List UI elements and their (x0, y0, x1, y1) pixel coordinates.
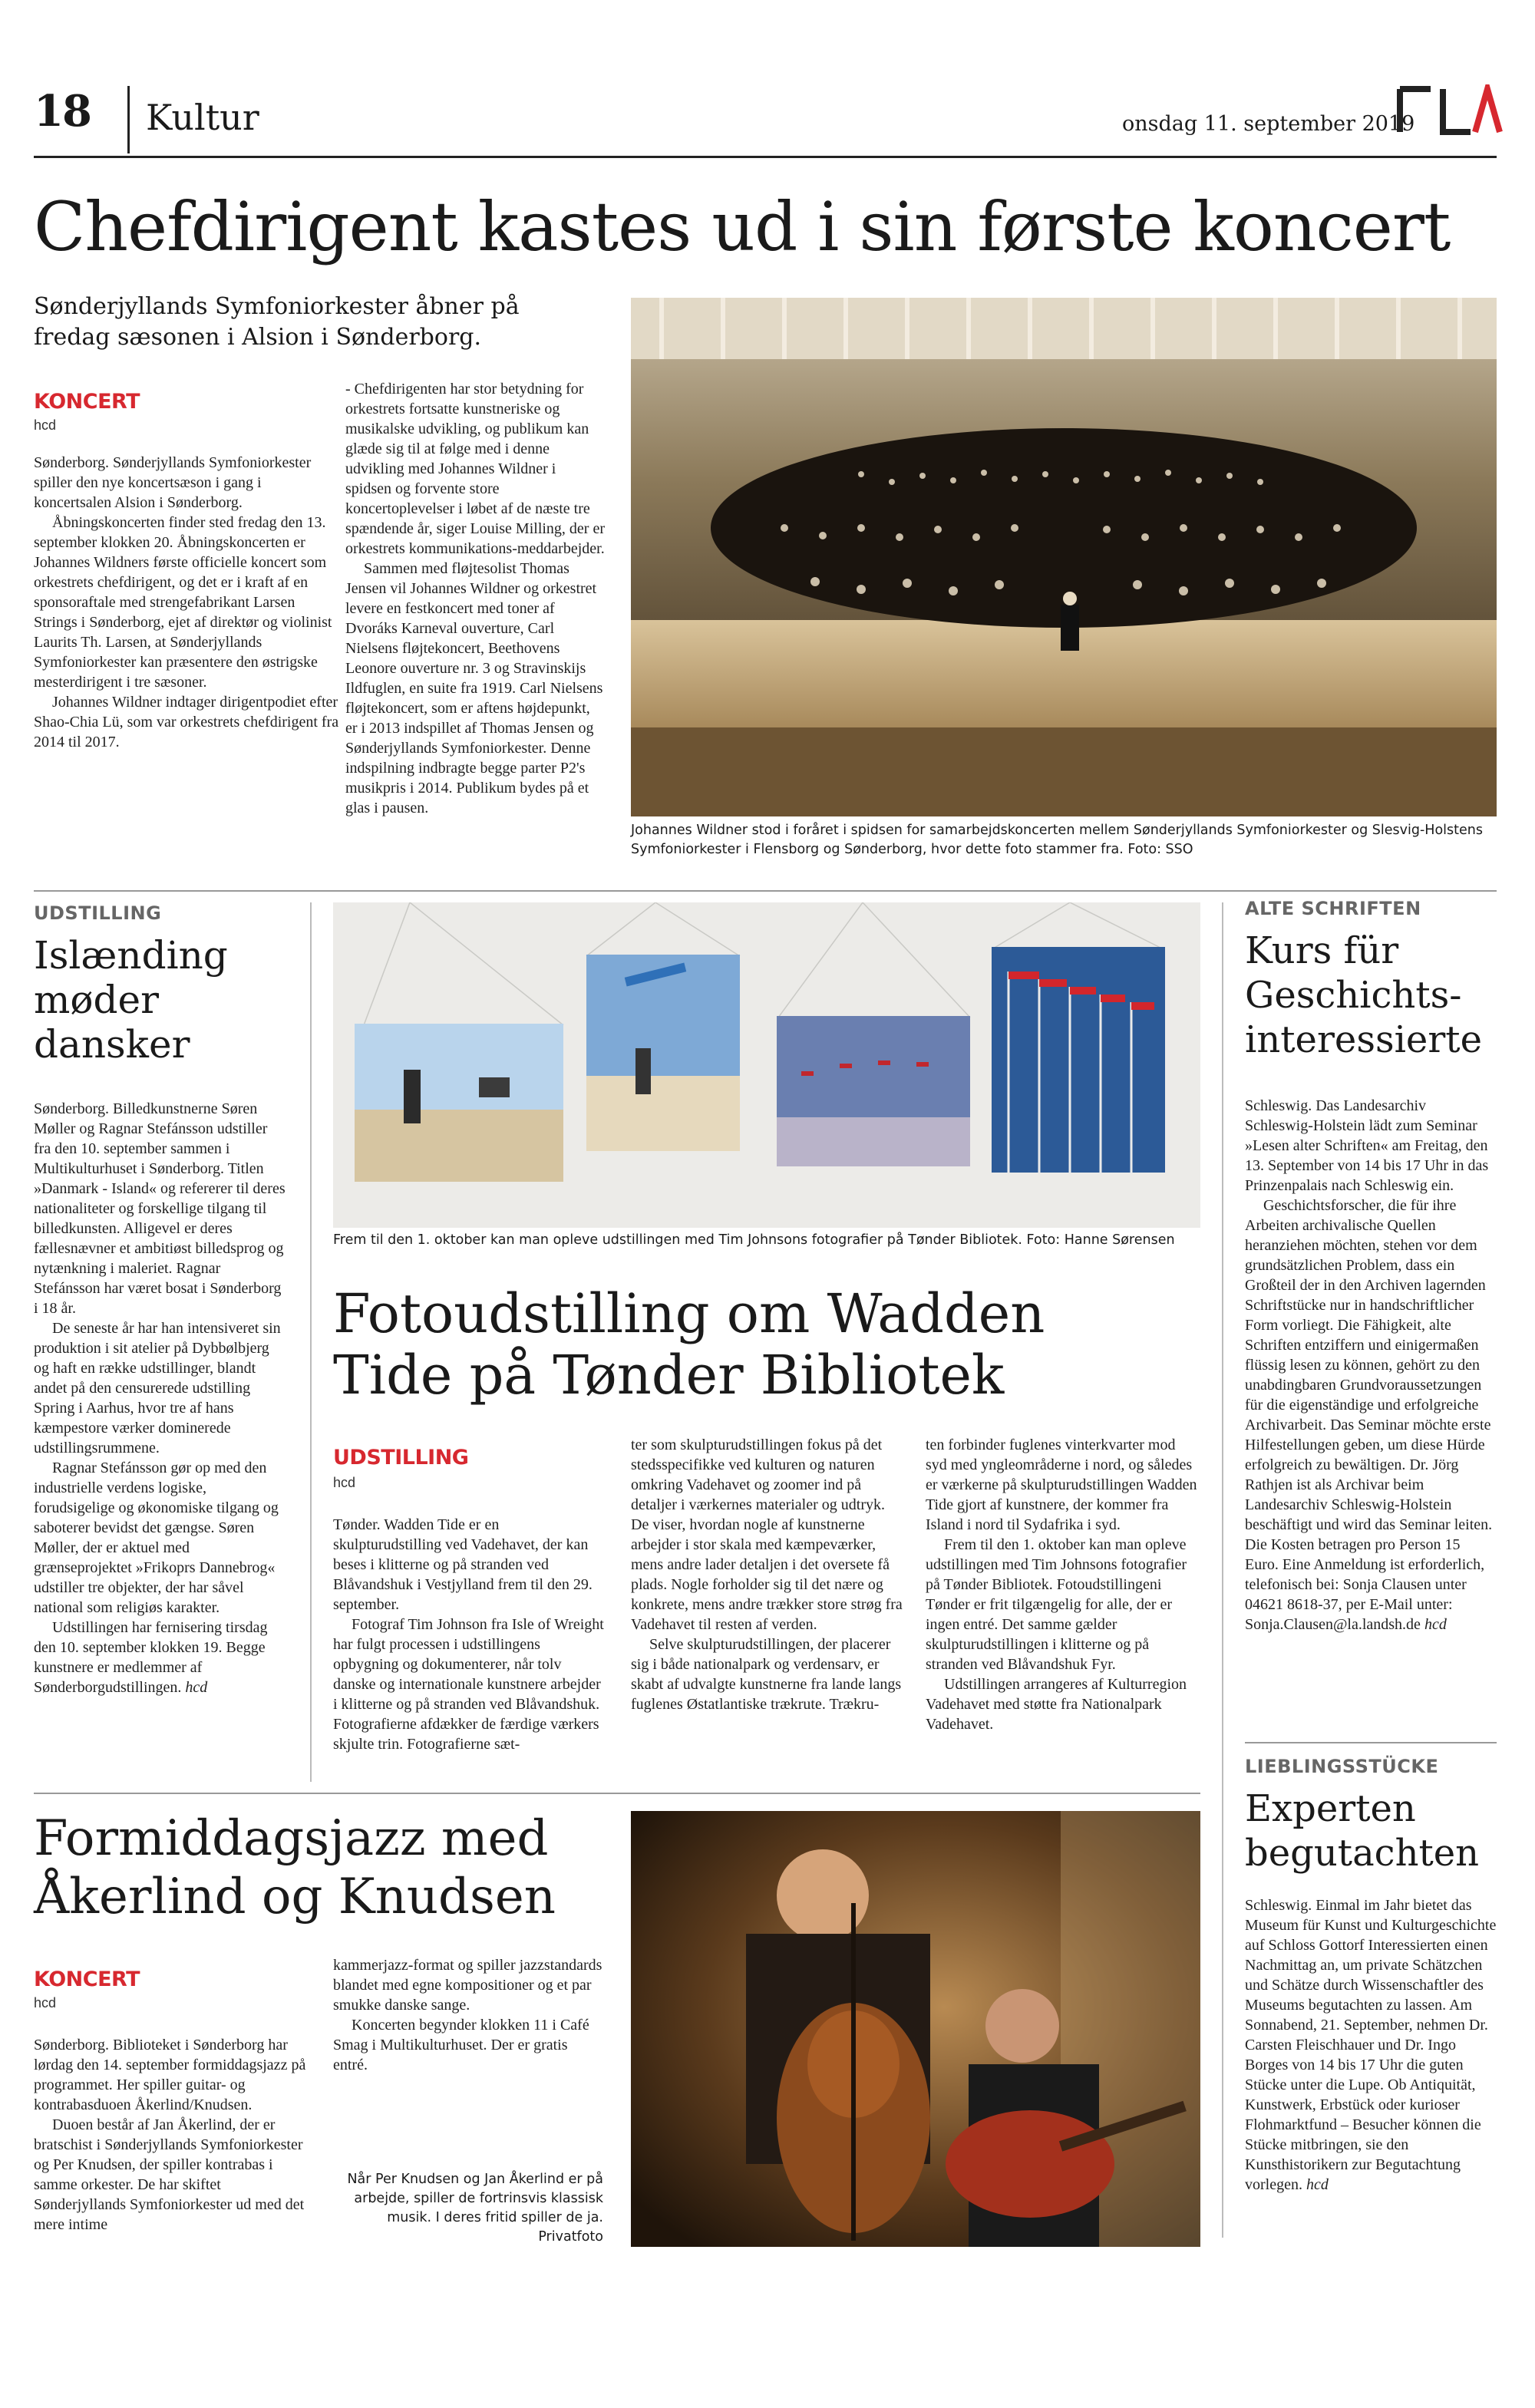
column-divider (310, 902, 312, 1782)
page-number: 18 (34, 86, 91, 137)
article1-deck: Sønderjyllands Symfoniorkester åbner på fredag sæsonen i Alsion i Sønderborg. (34, 293, 520, 351)
paragraph: Duoen består af Jan Åkerlind, der er bratschist i Sønderjyllands Symfoniorkester og Per Knudsen, der spiller kontrabas i samme orkester. De har skiftet Sønderjyllands Symfoniorkester ud med det mere intime (34, 2116, 305, 2233)
article1-byline: hcd (34, 417, 57, 433)
article3-label: UDSTILLING (333, 1446, 469, 1470)
jazz-photo (631, 1811, 1200, 2247)
orchestra-photo (631, 298, 1497, 816)
header-divider (127, 86, 130, 153)
article4-body (1245, 1096, 1497, 1634)
article6-column-2 (333, 1955, 603, 2075)
paragraph: Sønderborg. Biblioteket i Sønderborg har lørdag den 14. september formiddagsjazz på programmet. Her spiller guitar- og kontrabasduoen Åkerlind/Knudsen. (34, 2037, 306, 2113)
article1-column-1 (34, 453, 341, 752)
paragraph (1245, 1196, 1497, 1634)
article6-column-1 (34, 2035, 310, 2235)
paragraph: Frem til den 1. oktober kan man opleve udstillingen med Tim Johnsons fotografier på Tønder Bibliotek. Fotoudstillingeni Tønder er frit tilgængelig for alle, der er ingen entré. Det samme gælder skulpturudstillingen i klitterne og på stranden ved Blåvandshuk Fyr. (926, 1536, 1187, 1673)
paragraph: Koncerten begynder klokken 11 i Café Smag i Multikulturhuset. Der er gratis entré. (333, 2017, 589, 2073)
paragraph: Schleswig. Das Landesarchiv Schleswig-Holstein lädt zum Seminar »Lesen alter Schriften« am Freitag, den 13. September von 14 bis 17 Uhr in das Prinzenpalais nach Schleswig ein. (1245, 1097, 1489, 1194)
article3-column-1 (333, 1515, 606, 1754)
article3-column-3 (926, 1435, 1199, 1734)
article5-label: LIEBLINGSSTÜCKE (1245, 1756, 1439, 1777)
paragraph (34, 1618, 287, 1697)
section-divider (1245, 1742, 1497, 1743)
signoff: hcd (1306, 2176, 1329, 2193)
article1-label: KONCERT (34, 390, 140, 414)
signoff: hcd (185, 1679, 208, 1696)
article1-headline: Chefdirigent kastes ud i sin første koncert (34, 187, 1451, 266)
paragraph: Selve skulpturudstillingen, der placerer sig i både nationalpark og verdensarv, er skabt af udvalgte kunstnerne fra lande langs fuglenes Østatlantiske trækrute. Trækru- (631, 1636, 902, 1713)
paragraph: - Chefdirigenten har stor betydning for orkestrets fortsatte kunstneriske og musikalske udvikling, og publikum kan glæde sig til at følge med i denne udvikling med Johannes Wildner i spidsen og forvente store koncertoplevelser i løbet af de næste tre spændende år, siger Louise Milling, der er orkestrets kommunikations-meddarbejder. (345, 381, 606, 557)
paragraph: Fotograf Tim Johnson fra Isle of Wreight har fulgt processen i udstillingens opbygning og dokumenterer, når tolv danske og internationale kunstnere arbejder i klitterne og på stranden ved Blåvandshuk. Fotografierne afdækker de færdige værkers skjulte trin. Fotografierne sæt- (333, 1616, 604, 1753)
column-divider (1222, 902, 1223, 2238)
article6-byline: hcd (34, 1995, 57, 2011)
paragraph-text: Udstillingen har fernisering tirsdag den 10. september klokken 19. Begge kunstnere er medlemmer af Sønderborgudstillingen. (34, 1619, 268, 1696)
header-rule (34, 156, 1497, 158)
issue-date: onsdag 11. september 2019 (1122, 112, 1415, 136)
paragraph-text: Geschichtsforscher, die für ihre Arbeiten archivalische Quellen heranziehen möchten, stehen vor dem grundsätzlichen Problem, dass ein Großteil der in den Archiven lagernden Schriftstücke nur in handschriftlicher Form vorliegt. Die Fähigkeit, alte Schriften entziffern und einigermaßen flüssig lesen zu können, gehört zu den unabdingbaren Grundvoraussetzungen für die eigenständige und erfolgreiche Archivarbeit. Das Seminar möchte erste Hilfestellungen geben, um diese Hürde erfolgreich zu bewältigen. Dr. Jörg Rathjen ist als Archivar beim Landesarchiv Schleswig-Holstein beschäftigt und wird das Seminar leiten. Die Kosten betragen pro Person 15 Euro. Eine Anmeldung ist erforderlich, telefonisch bei: Sonja Clausen unter 04621 8618-37, per E-Mail unter: Sonja.Clausen@la.landsh.de (1245, 1197, 1493, 1633)
paragraph: kammerjazz-format og spiller jazzstandards blandet med egne kompositioner og et par smukke danske sange. (333, 1957, 602, 2014)
article3-headline: Fotoudstilling om Wadden Tide på Tønder Bibliotek (333, 1282, 1045, 1407)
article1-photo-caption: Johannes Wildner stod i foråret i spidsen for samarbejdskoncerten mellem Sønderjyllands Symfoniorkester og Slesvig-Holstens Symfoniorkester i Flensborg og Sønderborg, hvor dette foto stammer fra. Foto: SSO (631, 823, 1483, 857)
paragraph: De seneste år har han intensiveret sin produktion i sit atelier på Dybbølbjerg og haft en række udstillinger, blandt andet på den censurerede udstilling Spring i Aarhus, hvor tre af hans kæmpestore værker dominerede udstillingsrummene. (34, 1320, 281, 1456)
paragraph: Åbningskoncerten finder sted fredag den 13. september klokken 20. Åbningskoncerten er Johannes Wildners første officielle koncert som orkestrets chefdirigent, og det er i kraft af en sponsoraftale med strengefabrikant Larsen Strings i Sønderborg, ejet af direktør og violinist Laurits Th. Larsen, at Sønderjyllands Symfoniorkester kan præsentere den østrigske mesterdirigent i tre sæsoner. (34, 514, 332, 691)
section-title: Kultur (146, 97, 259, 138)
exhibition-photo (333, 902, 1200, 1228)
paragraph: Udstillingen arrangeres af Kulturregion Vadehavet med støtte fra Nationalpark Vadehavet. (926, 1676, 1187, 1733)
article3-column-2 (631, 1435, 904, 1714)
article6-photo-caption: Når Per Knudsen og Jan Åkerlind er på arbejde, spiller de fortrinsvis klassisk musik. I deres fritid spiller de ja. Privatfoto (347, 2172, 603, 2245)
article3-byline: hcd (333, 1475, 356, 1490)
article4-label: ALTE SCHRIFTEN (1245, 898, 1421, 919)
article5-body (1245, 1895, 1497, 2195)
section-divider (34, 1793, 1200, 1794)
paragraph: Johannes Wildner indtager dirigentpodiet efter Shao-Chia Lü, som var orkestrets chefdirigent fra 2014 til 2017. (34, 694, 339, 750)
article2-headline: Islænding møder dansker (34, 933, 228, 1067)
paragraph: Sønderborg. Sønderjyllands Symfoniorkester spiller den nye koncertsæson i gang i koncertsalen Alsion i Sønderborg. (34, 454, 312, 511)
article3-photo-caption: Frem til den 1. oktober kan man opleve udstillingen med Tim Johnsons fotografier på Tønder Bibliotek. Foto: Hanne Sørensen (333, 1232, 1175, 1248)
article1-column-2 (345, 379, 605, 818)
article6-label: KONCERT (34, 1968, 140, 1991)
article2-label: UDSTILLING (34, 902, 162, 924)
paragraph: ten forbinder fuglenes vinterkvarter mod syd med yngleområderne i nord, og således er værkerne på skulpturudstillingen Wadden Tide gjort af kunstnere, der kommer fra Island i nord til Sydafrika i syd. (926, 1437, 1197, 1533)
section-divider (34, 890, 1497, 892)
paragraph: Ragnar Stefánsson gør op med den industrielle verdens logiske, forudsigelige og økonomiske tilgang og saboterer bevidst det gængse. Søren Møller, der er aktuel med grænseprojektet »Frikoprs Dannebrog« udstiller tre objekter, der har såvel national som religiøs karakter. (34, 1460, 279, 1616)
paragraph-text: Schleswig. Einmal im Jahr bietet das Museum für Kunst und Kulturgeschichte auf Schloss Gottorf Interessierten einen Nachmittag an, um private Schätzchen und Schätze durch Wissenschaftler des Museums begutachten zu lassen. Am Sonnabend, 21. September, nehmen Dr. Carsten Fleischhauer und Dr. Ingo Borges von 14 bis 17 Uhr die guten Stücke unter die Lupe. Ob Antiquität, Kunstwerk, Erbstück oder kurioser Flohmarktfund – Besucher können die Stücke mitbringen, sie den Kunsthistorikern zur Begutachtung vorlegen. (1245, 1897, 1497, 2193)
paragraph: Sammen med fløjtesolist Thomas Jensen vil Johannes Wildner og orkestret levere en festkoncert med toner af Dvoráks Karneval ouverture, Carl Nielsens fløjtekoncert, Beethovens Leonore ouverture nr. 3 og Stravinskijs Ildfuglen, en suite fra 1919. Carl Nielsens fløjtekoncert, som er aftens højdepunkt, er i 2013 indspillet af Thomas Jensen og Sønderjyllands Symfoniorkester. Denne indspilning indbragte begge parter P2's musikpris i 2014. Publikum bydes på et glas i pausen. (345, 560, 603, 816)
fla-logo (1395, 84, 1503, 135)
article6-headline: Formiddagsjazz med Åkerlind og Knudsen (34, 1810, 556, 1925)
article4-headline: Kurs für Geschichts-interessierte (1245, 929, 1482, 1061)
paragraph: Tønder. Wadden Tide er en skulpturudstilling ved Vadehavet, der kan beses i klitterne og på stranden ved Blåvandshuk i Vestjylland frem til den 29. september. (333, 1516, 593, 1613)
paragraph: ter som skulpturudstillingen fokus på det stedsspecifikke ved kulturen og naturen omkring Vadehavet og zoomer ind på detaljer i værkernes materialer og udtryk. De viser, hvordan nogle af kunstnerne arbejder i stor skala med kæmpeværker, mens andre lader detaljen i det oversete få plads. Nogle forholder sig til det nære og konkrete, mens andre trækker store strøg fra Vadehavet til resten af verden. (631, 1437, 903, 1633)
signoff: hcd (1424, 1616, 1447, 1633)
article5-headline: Experten begutachten (1245, 1787, 1480, 1875)
paragraph (1245, 1895, 1497, 2195)
article2-body (34, 1099, 287, 1697)
paragraph: Sønderborg. Billedkunstnerne Søren Møller og Ragnar Stefánsson udstiller fra den 10. september sammen i Multikulturhuset i Sønderborg. Titlen »Danmark - Island« og refererer til deres nationaliteter og forskellige tilgang til billedkunsten. Alligevel er deres fællesnævner et ambitiøst billedsprog og nytænkning i maleriet. Ragnar Stefánsson har været bosat i Sønderborg i 18 år. (34, 1100, 286, 1317)
